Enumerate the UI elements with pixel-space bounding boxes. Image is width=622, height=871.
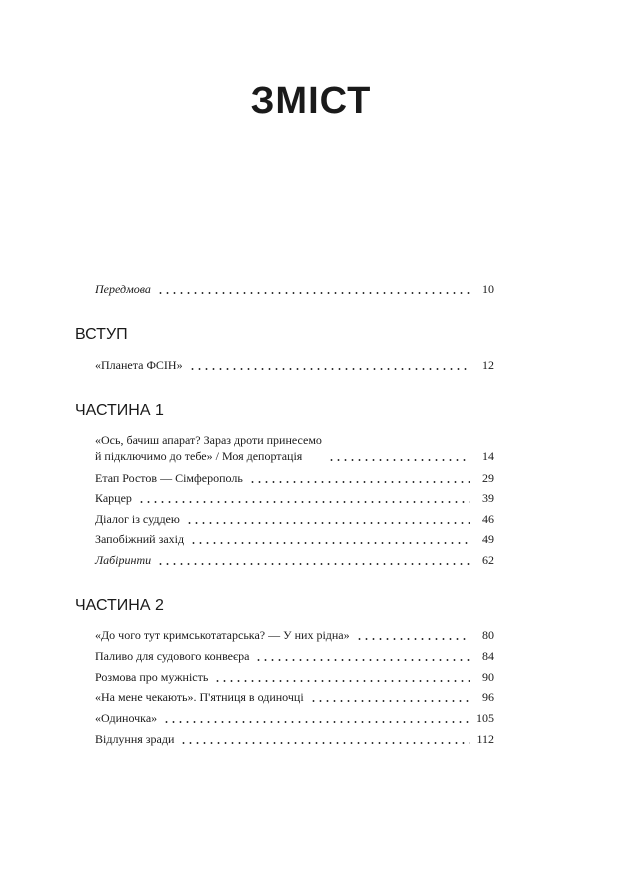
- entry-page-number: 112: [476, 732, 494, 746]
- entry-label: Передмова: [95, 282, 151, 296]
- entry-label: Паливо для судового конвеєра: [95, 649, 250, 663]
- entry-page-number: 105: [476, 711, 494, 725]
- section-heading-part-2: ЧАСТИНА 2: [75, 597, 164, 614]
- entry-label: [95, 432, 322, 464]
- entry-page-number: 80: [482, 628, 494, 642]
- dot-leader: [138, 501, 470, 503]
- toc-entry[interactable]: [95, 432, 494, 464]
- toc-entry[interactable]: [95, 648, 494, 664]
- section-heading-part-1: ЧАСТИНА 1: [75, 402, 164, 419]
- toc-entry[interactable]: [95, 470, 494, 486]
- dot-leader: [157, 292, 470, 294]
- entry-page-number: 14: [482, 449, 494, 463]
- section-heading-intro: ВСТУП: [75, 326, 128, 343]
- entry-label: Відлуння зради: [95, 732, 175, 746]
- entry-page-number: 10: [482, 282, 494, 296]
- toc-entry[interactable]: [95, 531, 494, 547]
- toc-entry[interactable]: [95, 731, 494, 747]
- entry-page-number: 49: [482, 532, 494, 546]
- entry-label: «Одиночка»: [95, 711, 158, 725]
- toc-entry[interactable]: [95, 552, 494, 568]
- toc-entry[interactable]: [95, 669, 494, 685]
- dot-leader: [157, 563, 470, 565]
- dot-leader: [328, 459, 470, 461]
- entry-page-number: 39: [482, 491, 494, 505]
- dot-leader: [255, 659, 470, 661]
- toc-entry-preface[interactable]: [95, 281, 494, 297]
- entry-label: Розмова про мужність: [95, 670, 209, 684]
- dot-leader: [190, 542, 470, 544]
- dot-leader: [180, 742, 470, 744]
- entry-label: «Планета ФСІН»: [95, 358, 183, 372]
- entry-label: Запобіжний захід: [95, 532, 185, 546]
- dot-leader: [214, 680, 470, 682]
- entry-page-number: 96: [482, 690, 494, 704]
- entry-page-number: 29: [482, 471, 494, 485]
- toc-entry[interactable]: [95, 357, 494, 373]
- entry-label: Діалог із суддею: [95, 512, 180, 526]
- toc-entry[interactable]: [95, 710, 494, 726]
- toc-entry[interactable]: [95, 689, 494, 705]
- entry-label: Етап Ростов — Сімферополь: [95, 471, 243, 485]
- dot-leader: [186, 522, 470, 524]
- entry-page-number: 62: [482, 553, 494, 567]
- toc-entry[interactable]: [95, 627, 494, 643]
- entry-page-number: 12: [482, 358, 494, 372]
- toc-entry[interactable]: [95, 511, 494, 527]
- entry-page-number: 84: [482, 649, 494, 663]
- dot-leader: [249, 481, 470, 483]
- dot-leader: [310, 700, 470, 702]
- entry-page-number: 46: [482, 512, 494, 526]
- entry-label: Карцер: [95, 491, 132, 505]
- page-title: ЗМІСТ: [250, 80, 372, 122]
- entry-label: Лабіринти: [95, 553, 152, 567]
- entry-label-line-1: «Ось, бачиш апарат? Зараз дроти принесемо: [95, 433, 322, 447]
- entry-label: «На мене чекають». П'ятниця в одиночці: [95, 690, 304, 704]
- dot-leader: [189, 368, 470, 370]
- entry-page-number: 90: [482, 670, 494, 684]
- entry-label-line-2: й підключимо до тебе» / Моя депортація: [95, 449, 303, 463]
- dot-leader: [356, 638, 470, 640]
- entry-label: «До чого тут кримськотатарська? — У них рідна»: [95, 628, 350, 642]
- toc-entry[interactable]: [95, 490, 494, 506]
- dot-leader: [163, 721, 470, 723]
